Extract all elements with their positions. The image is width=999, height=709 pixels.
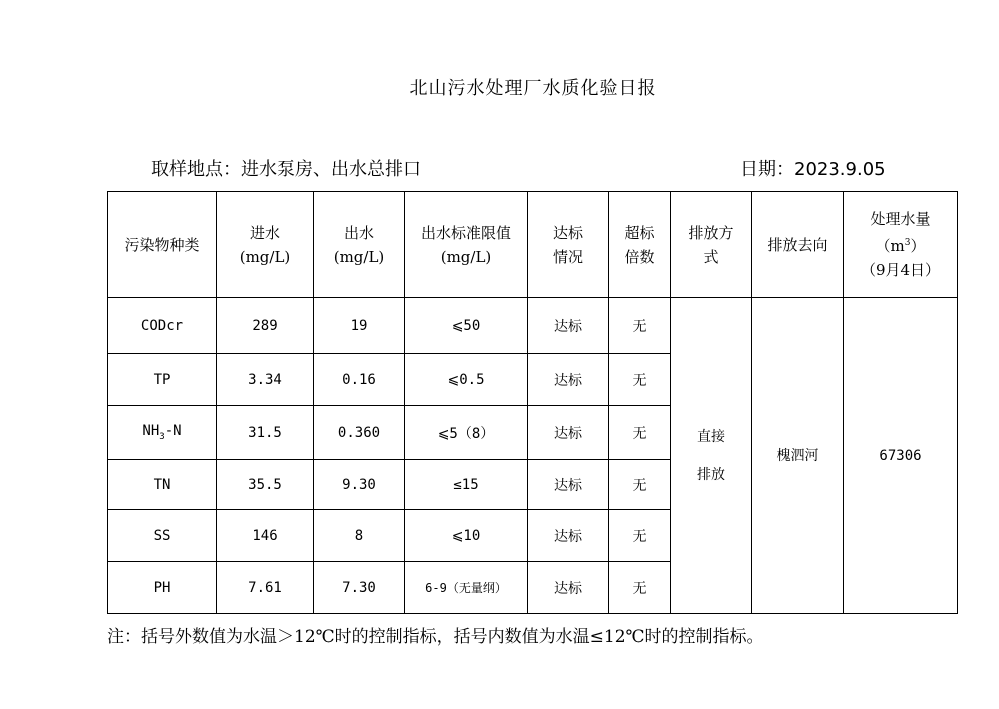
limit-value: ⩽50 bbox=[405, 298, 528, 354]
multiple-value: 无 bbox=[609, 510, 671, 562]
header-multiple: 超标 倍数 bbox=[609, 192, 671, 298]
water-quality-table bbox=[107, 191, 958, 614]
multiple-value: 无 bbox=[609, 354, 671, 406]
pollutant-name: PH bbox=[108, 562, 217, 614]
inflow-value: 3.34 bbox=[217, 354, 314, 406]
pollutant-name: TP bbox=[108, 354, 217, 406]
header-inflow: 进水 (mg/L) bbox=[217, 192, 314, 298]
multiple-value: 无 bbox=[609, 406, 671, 460]
pollutant-name: SS bbox=[108, 510, 217, 562]
status-value: 达标 bbox=[528, 354, 609, 406]
table-row bbox=[108, 298, 958, 354]
multiple-value: 无 bbox=[609, 298, 671, 354]
outflow-value: 0.16 bbox=[314, 354, 405, 406]
status-value: 达标 bbox=[528, 510, 609, 562]
report-date: 日期：2023.9.05 bbox=[740, 159, 886, 180]
header-outflow: 出水 (mg/L) bbox=[314, 192, 405, 298]
inflow-value: 289 bbox=[217, 298, 314, 354]
multiple-value: 无 bbox=[609, 460, 671, 510]
pollutant-name: TN bbox=[108, 460, 217, 510]
outflow-value: 9.30 bbox=[314, 460, 405, 510]
limit-value: ≤15 bbox=[405, 460, 528, 510]
inflow-value: 31.5 bbox=[217, 406, 314, 460]
outflow-value: 19 bbox=[314, 298, 405, 354]
discharge-method: 直接 排放 bbox=[671, 298, 752, 614]
treated-volume: 67306 bbox=[844, 298, 958, 614]
status-value: 达标 bbox=[528, 406, 609, 460]
limit-value: ⩽5（8） bbox=[405, 406, 528, 460]
status-value: 达标 bbox=[528, 562, 609, 614]
header-pollutant: 污染物种类 bbox=[108, 192, 217, 298]
multiple-value: 无 bbox=[609, 562, 671, 614]
table-header-row bbox=[108, 192, 958, 298]
header-limit: 出水标准限值 (mg/L) bbox=[405, 192, 528, 298]
report-title: 北山污水处理厂水质化验日报 bbox=[409, 78, 657, 99]
header-volume: 处理水量 $(m^3)$ （9月4日） bbox=[844, 192, 958, 298]
status-value: 达标 bbox=[528, 460, 609, 510]
inflow-value: 35.5 bbox=[217, 460, 314, 510]
limit-value: 6-9（无量纲） bbox=[405, 562, 528, 614]
header-status: 达标 情况 bbox=[528, 192, 609, 298]
inflow-value: 7.61 bbox=[217, 562, 314, 614]
pollutant-name: CODcr bbox=[108, 298, 217, 354]
limit-value: ⩽10 bbox=[405, 510, 528, 562]
discharge-destination: 槐泗河 bbox=[752, 298, 844, 614]
status-value: 达标 bbox=[528, 298, 609, 354]
limit-value: ⩽0.5 bbox=[405, 354, 528, 406]
outflow-value: 7.30 bbox=[314, 562, 405, 614]
header-method: 排放方 式 bbox=[671, 192, 752, 298]
outflow-value: 8 bbox=[314, 510, 405, 562]
outflow-value: 0.360 bbox=[314, 406, 405, 460]
header-destination: 排放去向 bbox=[752, 192, 844, 298]
footnote: 注：括号外数值为水温＞12℃时的控制指标，括号内数值为水温≤12℃时的控制指标。 bbox=[107, 627, 764, 647]
inflow-value: 146 bbox=[217, 510, 314, 562]
pollutant-name: $NH_3-N$ bbox=[108, 406, 217, 460]
sampling-location: 取样地点：进水泵房、出水总排口 bbox=[151, 159, 421, 180]
